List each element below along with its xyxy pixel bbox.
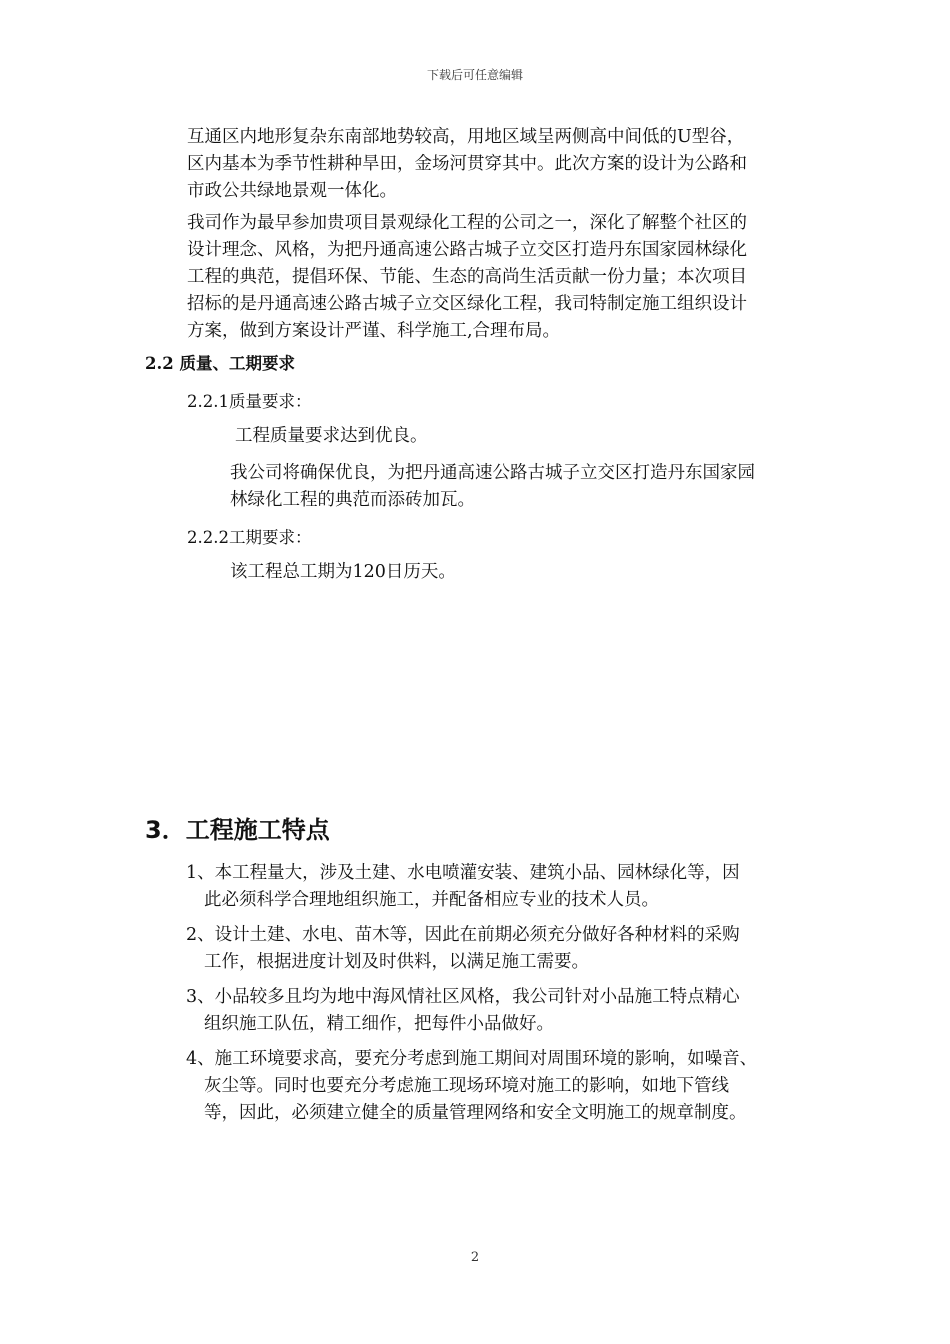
text-line: 设计理念、风格，为把丹通高速公路古城子立交区打造丹东国家园林绿化 (187, 240, 747, 260)
text-line: 等，因此，必须建立健全的质量管理网络和安全文明施工的规章制度。 (204, 1103, 747, 1123)
intro-paragraph-1 (187, 124, 747, 205)
list-item (186, 1046, 757, 1127)
text-line: 互通区内地形复杂东南部地势较高，用地区域呈两侧高中间低的U型谷， (187, 127, 745, 147)
quality-requirement-text: 工程质量要求达到优良。 (235, 426, 428, 446)
text-line: 此必须科学合理地组织施工，并配备相应专业的技术人员。 (204, 890, 659, 910)
text-line: 方案，做到方案设计严谨、科学施工,合理布局。 (187, 321, 561, 341)
list-item-number: 2、 (186, 925, 215, 945)
page-number: 2 (470, 1250, 480, 1265)
intro-paragraph-2 (187, 210, 747, 345)
text-line: 林绿化工程的典范而添砖加瓦。 (230, 490, 475, 510)
quality-assurance-paragraph (230, 460, 755, 514)
list-item (186, 922, 740, 976)
list-item (186, 860, 740, 914)
text-line: 本工程量大，涉及土建、水电喷灌安装、建筑小品、园林绿化等，因 (214, 863, 740, 883)
page-header: 下载后可任意编辑 (426, 68, 523, 82)
section-heading-3: 3．工程施工特点 (145, 816, 330, 844)
text-line: 区内基本为季节性耕种旱田，金场河贯穿其中。此次方案的设计为公路和 (187, 154, 747, 174)
schedule-requirement-text: 该工程总工期为120日历天。 (230, 562, 456, 582)
text-line: 工作，根据进度计划及时供料，以满足施工需要。 (204, 952, 589, 972)
text-line: 小品较多且均为地中海风情社区风格，我公司针对小品施工特点精心 (214, 987, 740, 1007)
list-item-number: 4、 (186, 1049, 215, 1069)
list-item-number: 1、 (186, 863, 215, 883)
subsection-heading-2-2-2: 2.2.2工期要求： (187, 528, 312, 547)
text-line: 施工环境要求高，要充分考虑到施工期间对周围环境的影响，如噪音、 (214, 1049, 758, 1069)
text-line: 组织施工队伍，精工细作，把每件小品做好。 (204, 1014, 554, 1034)
section-heading-2-2: 2.2 质量、工期要求 (145, 354, 295, 373)
text-line: 工程的典范，提倡环保、节能、生态的高尚生活贡献一份力量；本次项目 (187, 267, 747, 287)
text-line: 市政公共绿地景观一体化。 (187, 181, 397, 201)
text-line: 设计土建、水电、苗木等，因此在前期必须充分做好各种材料的采购 (214, 925, 740, 945)
list-item (186, 984, 740, 1038)
list-item-number: 3、 (186, 987, 215, 1007)
text-line: 招标的是丹通高速公路古城子立交区绿化工程，我司特制定施工组织设计 (187, 294, 747, 314)
text-line: 我司作为最早参加贵项目景观绿化工程的公司之一，深化了解整个社区的 (187, 213, 747, 233)
text-line: 灰尘等。同时也要充分考虑施工现场环境对施工的影响，如地下管线 (204, 1076, 729, 1096)
text-line: 我公司将确保优良，为把丹通高速公路古城子立交区打造丹东国家园 (230, 463, 755, 483)
subsection-heading-2-2-1: 2.2.1质量要求： (187, 392, 312, 411)
